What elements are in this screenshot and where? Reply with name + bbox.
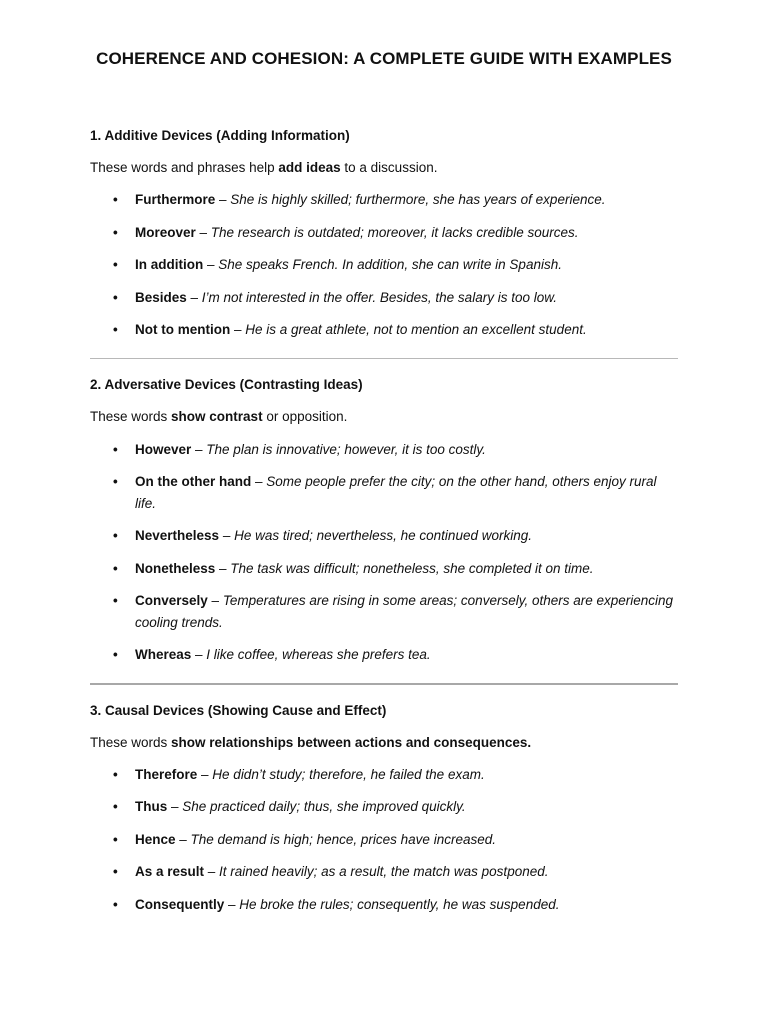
list-item — [90, 471, 678, 514]
device-term: Thus — [135, 799, 168, 814]
intro-emphasis: show relationships between actions and consequences. — [171, 734, 532, 750]
example-sentence: She is highly skilled; furthermore, she has years of experience. — [230, 192, 606, 207]
list-item — [90, 590, 678, 633]
page-title: COHERENCE AND COHESION: A COMPLETE GUIDE WITH EXAMPLES — [96, 49, 672, 68]
list-item — [90, 222, 678, 244]
section-causal-devices — [90, 701, 678, 916]
list-item — [90, 439, 678, 461]
dash-separator: – — [204, 864, 220, 879]
list-item — [90, 796, 678, 818]
section-heading: 1. Additive Devices (Adding Information) — [90, 128, 350, 143]
dash-separator: – — [219, 528, 235, 543]
dash-separator: – — [167, 799, 183, 814]
example-list — [90, 764, 678, 916]
dash-separator: – — [207, 593, 223, 608]
intro-text: These words — [90, 734, 172, 750]
example-sentence: He didn’t study; therefore, he failed the exam. — [212, 766, 485, 782]
example-sentence: She practiced daily; thus, she improved quickly. — [182, 799, 466, 814]
device-term: Whereas — [135, 647, 192, 662]
dash-separator: – — [230, 322, 246, 337]
list-item — [90, 254, 678, 276]
device-term: However — [135, 441, 192, 457]
example-list — [90, 439, 678, 666]
list-item — [90, 861, 678, 883]
example-sentence: The plan is innovative; however, it is too costly. — [206, 441, 486, 457]
example-sentence: He is a great athlete, not to mention an excellent student. — [245, 322, 587, 337]
dash-separator: – — [197, 766, 213, 782]
list-item — [90, 894, 678, 916]
device-term: Not to mention — [135, 322, 231, 337]
device-term: Besides — [135, 289, 187, 305]
intro-emphasis: add ideas — [278, 160, 341, 175]
dash-separator: – — [203, 257, 219, 272]
dash-separator: – — [215, 192, 231, 207]
intro-text: or opposition. — [262, 408, 348, 424]
device-term: Hence — [135, 831, 176, 847]
device-term: Therefore — [135, 766, 198, 782]
example-sentence: Temperatures are rising in some areas; conversely, others are experiencing cooling trends. — [135, 593, 674, 630]
example-list — [90, 189, 678, 341]
section-intro — [90, 407, 678, 427]
list-item — [90, 319, 678, 341]
section-heading: 2. Adversative Devices (Contrasting Ideas) — [90, 376, 363, 392]
list-item — [90, 525, 678, 547]
dash-separator: – — [224, 896, 240, 912]
intro-text: These words — [90, 408, 172, 424]
list-item — [90, 829, 678, 851]
device-term: On the other hand — [135, 474, 252, 489]
example-sentence: It rained heavily; as a result, the match was postponed. — [219, 864, 549, 879]
dash-separator: – — [251, 474, 267, 489]
dash-separator: – — [215, 560, 231, 576]
list-item — [90, 287, 678, 309]
intro-text: to a discussion. — [340, 160, 438, 175]
section-divider — [90, 683, 678, 685]
example-sentence: He broke the rules; consequently, he was suspended. — [239, 896, 560, 912]
device-term: Conversely — [135, 593, 208, 608]
section-adversative-devices — [90, 375, 678, 666]
dash-separator: – — [175, 831, 191, 847]
section-heading: 3. Causal Devices (Showing Cause and Effect) — [90, 702, 387, 718]
example-sentence: Some people prefer the city; on the other hand, others enjoy rural life. — [135, 474, 657, 511]
device-term: Nonetheless — [135, 560, 216, 576]
dash-separator: – — [191, 647, 207, 662]
device-term: Moreover — [135, 224, 196, 240]
device-term: Furthermore — [135, 192, 216, 207]
device-term: Nevertheless — [135, 528, 220, 543]
dash-separator: – — [186, 289, 202, 305]
device-term: Consequently — [135, 896, 225, 912]
intro-text: These words and phrases help — [90, 160, 279, 175]
section-additive-devices — [90, 126, 678, 341]
section-intro — [90, 733, 678, 753]
section-intro — [90, 158, 678, 178]
example-sentence: She speaks French. In addition, she can write in Spanish. — [218, 257, 562, 272]
example-sentence: The research is outdated; moreover, it lacks credible sources. — [210, 224, 579, 240]
section-divider — [90, 358, 678, 359]
device-term: As a result — [135, 864, 205, 879]
dash-separator: – — [191, 441, 207, 457]
list-item — [90, 644, 678, 666]
list-item — [90, 189, 678, 211]
dash-separator: – — [195, 224, 211, 240]
list-item — [90, 558, 678, 580]
example-sentence: The task was difficult; nonetheless, she completed it on time. — [230, 560, 594, 576]
example-sentence: I’m not interested in the offer. Besides, the salary is too low. — [201, 289, 557, 305]
list-item — [90, 764, 678, 786]
example-sentence: The demand is high; hence, prices have increased. — [190, 831, 496, 847]
intro-emphasis: show contrast — [171, 408, 263, 424]
example-sentence: I like coffee, whereas she prefers tea. — [206, 647, 431, 662]
device-term: In addition — [135, 257, 204, 272]
example-sentence: He was tired; nevertheless, he continued working. — [234, 528, 532, 543]
